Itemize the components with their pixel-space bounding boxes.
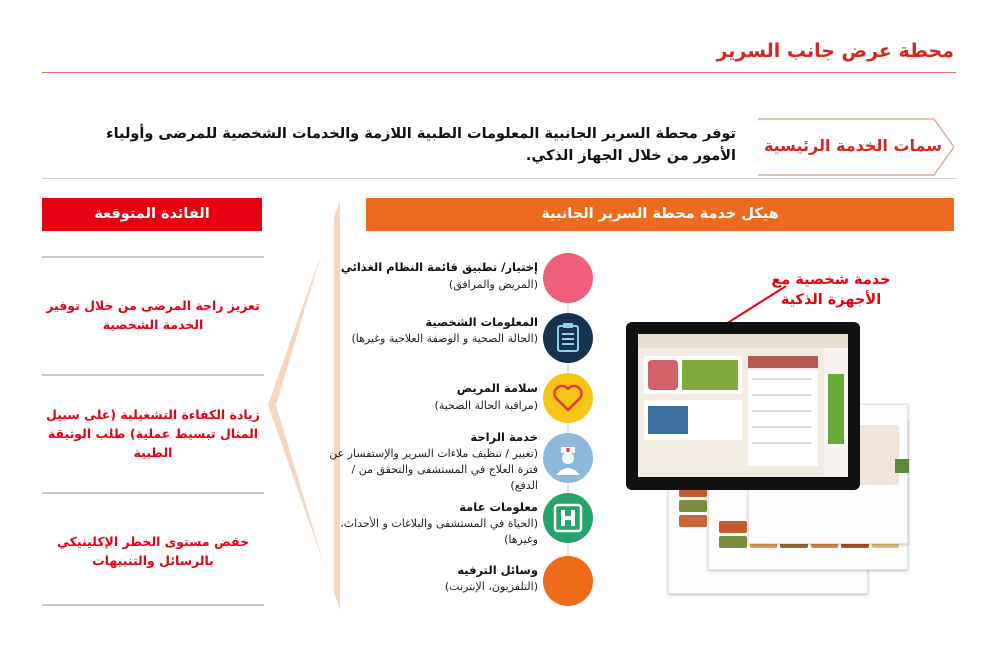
- service-timeline-line: [567, 255, 569, 607]
- nurse-icon: [543, 433, 593, 483]
- service-item-title: إختيار/ تطبيق قائمة النظام الغذائي: [340, 260, 538, 274]
- benefit-item-comfort: تعزيز راحة المرضى من خلال توفير الخدمة الشخصية: [46, 298, 260, 332]
- title-divider: [42, 72, 956, 73]
- benefit-item-efficiency: زيادة الكفاءة التشغيلية (على سبيل المثال تبسيط عملية) طلب الوثيقة الطبية: [46, 407, 260, 460]
- service-item-desc: (التلفزيون، الإنترنت): [444, 580, 538, 593]
- service-structure-header: هيكل خدمة محطة السرير الجانبية: [366, 198, 954, 231]
- heart-icon: [543, 373, 593, 423]
- diet-menu-icon: [543, 253, 593, 303]
- features-divider: [42, 178, 956, 179]
- service-item-desc: (مراقبة الحالة الصحية): [434, 399, 538, 412]
- benefit-divider: [42, 604, 264, 606]
- service-item-title: وسائل الترفيه: [457, 563, 538, 577]
- hospital-icon: [543, 493, 593, 543]
- tablet-device: [626, 322, 860, 490]
- service-item-desc: (الحياة في المستشفى والبلاغات و الأحداث، وغيرها): [340, 517, 538, 546]
- tablet-screen: [638, 334, 848, 477]
- benefit-divider: [42, 492, 264, 494]
- benefit-divider: [42, 374, 264, 376]
- entertainment-icon: [543, 556, 593, 606]
- smart-device-label: خدمة شخصية مع الأجهزة الذكية: [771, 272, 891, 308]
- benefit-divider: [42, 256, 264, 258]
- service-item-desc: (تغيير / تنظيف ملاءات السرير والإستفسار عن فترة العلاج في المستشفى والتحقق من / الدفع): [329, 447, 538, 492]
- service-item-desc: (المريض والمرافق): [448, 278, 538, 291]
- key-features-label-box: [758, 118, 954, 176]
- service-item-desc: (الحالة الصحية و الوصفة العلاجية وغيرها): [351, 332, 538, 345]
- service-item-title: خدمة الراحة: [470, 430, 538, 444]
- expected-benefits-header: الفائدة المتوقعة: [42, 198, 262, 231]
- service-item-title: سلامة المريض: [456, 381, 538, 395]
- page-title: محطة عرض جانب السرير: [716, 40, 954, 62]
- key-features-label: سمات الخدمة الرئيسية: [763, 136, 942, 155]
- benefit-item-risk: خفض مستوى الخطر الإكلينيكي بالرسائل والتنبيهات: [56, 534, 250, 568]
- service-item-title: المعلومات الشخصية: [425, 315, 538, 329]
- key-features-text: توفر محطة السرير الجانبية المعلومات الطبية اللازمة والخدمات الشخصية للمرضى وأولياء الأمور من خلال الجهاز الذكي.: [106, 126, 736, 164]
- clipboard-icon: [543, 313, 593, 363]
- service-item-title: معلومات عامة: [459, 500, 538, 514]
